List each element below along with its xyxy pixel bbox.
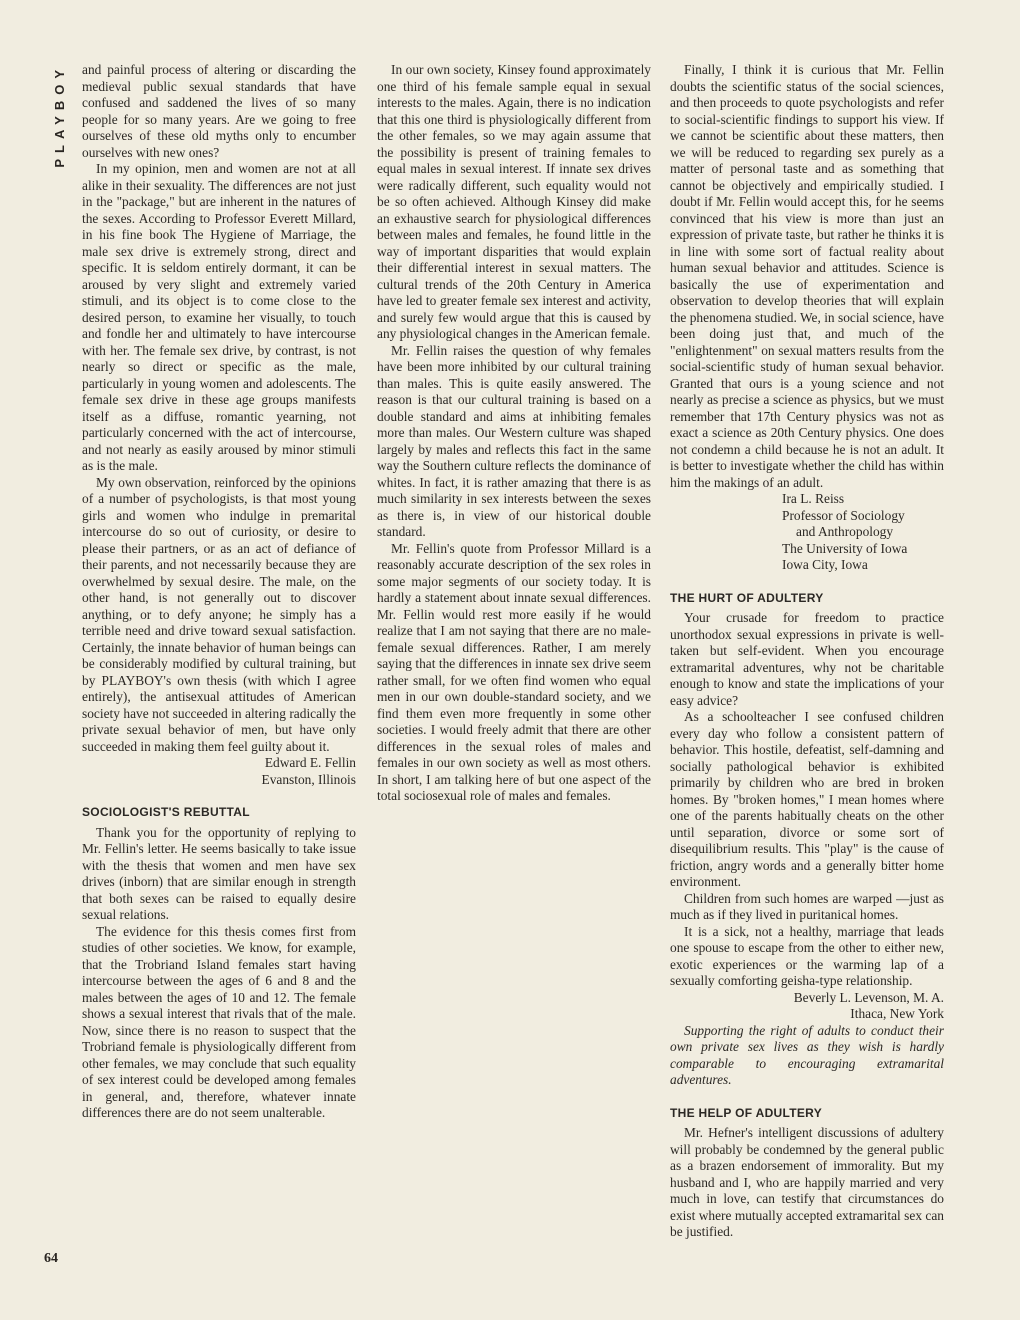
- paragraph: Finally, I think it is curious that Mr. Fellin doubts the scientific status of the social sciences, and then proceeds to quote psychologists and refer to social-scientific findings to support his view. If we cannot be scientific about these matters, then we will be reduced to regarding sex purely as a matter of personal taste and as something that cannot be objectively and empirically studied. I doubt if Mr. Fellin would accept this, for he seems convinced that his view is more than just an expression of private taste, but rather he thinks it is in line with some sort of factual reality about human sexual behavior and attitudes. Science is basically the use of experimentation and observation to develop theories that will explain the phenomena studied. We, in social science, have been doing just that, and much of the "enlightenment" on sexual matters results from the social-scientific study of human sexual behavior. Granted that ours is a young science and not nearly as precise a science as physics, but we must remember that 17th Century physics was not as exact a science as 20th Century physics. One does not condemn a child because he is not an adult. It is better to investigate whether the child has within him the makings of an adult.: [670, 62, 944, 490]
- paragraph: As a schoolteacher I see confused children every day who follow a consistent pattern of behavior. This hostile, defeatist, self-damning and socially pathological behavior is exhibited primarily by children who are bred in broken homes. By "broken homes," I mean homes where one of the parents habitually cheats on the other until separation, divorce or some sort of disequilibrium results. This "play" is the cause of friction, angry words and a generally bitter home environment.: [670, 709, 944, 889]
- section-heading: THE HURT OF ADULTERY: [670, 590, 824, 605]
- paragraph: It is a sick, not a healthy, marriage that leads one spouse to escape from the other to either new, exotic experiences or the warming lap of a sexually comforting geisha-type relationship.: [670, 923, 944, 988]
- paragraph: In my opinion, men and women are not at all alike in their sexuality. The differences are not just in the "package," but are inherent in the natures of the sexes. According to Professor Everett Millard, in his fine book The Hygiene of Marriage, the male sex drive is extremely strong, direct and specific. It is seldom entirely dormant, it can be aroused by very slight and extremely varied stimuli, and its object is to come close to the desired person, to examine her visually, to touch and fondle her and ultimately to have intercourse with her. The female sex drive, by contrast, is not nearly so direct or specific as the male, particularly in young women and adolescents. The female sex drive in these age groups manifests itself as a diffuse, romantic yearning, not particularly concerned with the act of intercourse, and not nearly as easily aroused by minor stimuli as is the male.: [82, 161, 356, 473]
- paragraph: Thank you for the opportunity of replying to Mr. Fellin's letter. He seems basically to take issue with the thesis that women and men have sex drives (inborn) that are similar enough in strength that both sexes can be raised to equally desire sexual relations.: [82, 824, 356, 922]
- paragraph: The evidence for this thesis comes first from studies of other societies. We know, for example, that the Trobriand Island females start having intercourse between the ages of 6 and 8 and the males between the ages of 10 and 12. The female shows a sexual interest that rivals that of the male. Now, since there is no reason to suspect that the Trobriand female is physiologically different from other females, we may conclude that such equality of sex interest could be developed among females in general, and, therefore, whatever innate differences there are do not seem unalterable.: [82, 923, 356, 1120]
- signature-line: Ira L. Reiss: [782, 491, 845, 506]
- page-number: 64: [44, 1251, 58, 1266]
- paragraph: Mr. Fellin's quote from Professor Millard is a reasonably accurate description of the sex roles in some major segments of our society today. It is hardly a statement about innate sexual differences. Mr. Fellin would rest more easily if he would realize that I am not saying that there are no male-female sexual differences. Rather, I am merely saying that the differences in innate sex drive seem rather small, for we often find women who equal men in our own double-standard society, and we find them even more frequently in some other societies. I would freely admit that there are other differences in the sexual roles of males and females in our own society as well as most others. In short, I am talking here of but one aspect of the total sociosexual role of males and females.: [377, 540, 651, 803]
- column-3: [670, 62, 944, 1241]
- paragraph: Mr. Hefner's intelligent discussions of adultery will probably be condemned by the general public as a brazen endorsement of immorality. But my husband and I, who are happily married and very much in love, can testify that circumstances do exist where mutually accepted extramarital sex can be justified.: [670, 1125, 944, 1239]
- column-2: [377, 62, 651, 805]
- magazine-name: PLAYBOY: [52, 64, 67, 168]
- signature-line: Iowa City, Iowa: [782, 557, 868, 572]
- section-heading: THE HELP OF ADULTERY: [670, 1105, 823, 1120]
- signature-name: Edward E. Fellin: [264, 755, 356, 770]
- paragraph: Mr. Fellin raises the question of why females have been more inhibited by our cultural training than males. This is quite easily answered. The reason is that our cultural training is based on a double standard and aims at inhibiting females more than males. Our Western culture was shaped largely by males and reflects this fact in the same way the Southern culture reflects the dominance of whites. In fact, it is rather amazing that there is as much similarity in sex interests between the sexes as there is, in view of our historical double standard.: [377, 342, 651, 539]
- signature-name: Beverly L. Levenson, M. A.: [793, 989, 944, 1005]
- signature-line: The University of Iowa: [782, 540, 908, 556]
- section-heading: SOCIOLOGIST'S REBUTTAL: [82, 805, 250, 819]
- column-1: [82, 62, 356, 1122]
- editor-reply: Supporting the right of adults to conduct their own private sex lives as they wish is hardly comparable to encouraging extramarital adventures.: [670, 1022, 944, 1087]
- signature-place: Evanston, Illinois: [261, 771, 356, 787]
- signature-block: [782, 491, 944, 574]
- signature-place: Ithaca, New York: [850, 1006, 944, 1021]
- paragraph: In our own society, Kinsey found approximately one third of his female sample equal in sexual interests to the males. Again, there is no indication that this one third is physiologically different from the other females, so we may again assume that the possibility is present of training females to equal males in sexual interest. If innate sex drives were radically different, such equality would not be so often achieved. Although Kinsey did make an exhaustive search for physiological differences between males and females, he found little in the way of important disparities that would explain their differential interest in sexual matters. The cultural trends of the 20th Century in America have led to greater female sex interest and activity, and surely few would argue that this is caused by any physiological changes in the American female.: [377, 62, 651, 341]
- paragraph: Children from such homes are warped —just as much as if they lived in puritanical homes.: [670, 890, 944, 922]
- signature-line: and Anthropology: [796, 524, 894, 539]
- paragraph: Your crusade for freedom to practice unorthodox sexual expressions in private is well-taken but self-evident. When you encourage extramarital adventures, why not be charitable enough to know and state the implications of your easy advice?: [670, 610, 944, 708]
- paragraph: and painful process of altering or discarding the medieval public sexual standards that have confused and saddened the lives of so many people for so many years. Are we going to free ourselves of these old myths only to encumber ourselves with new ones?: [82, 62, 356, 160]
- paragraph: My own observation, reinforced by the opinions of a number of psychologists, is that most young girls and women who indulge in premarital intercourse do so out of curiosity, or desire to please their partners, or as an act of defiance of their parents, and not necessarily because they are overwhelmed by sexual desire. The male, on the other hand, is not generally out to discover anything, or to defy anyone; he simply has a terrible need and drive toward sexual satisfaction. Certainly, the innate behavior of human beings can be considerably modified by cultural training, but by PLAYBOY's own thesis (with which I agree entirely), the antisexual attitudes of American society have not succeeded in altering radically the private sexual behavior of men, but have only succeeded in making them feel guilty about it.: [82, 474, 356, 754]
- signature-line: Professor of Sociology: [782, 507, 905, 523]
